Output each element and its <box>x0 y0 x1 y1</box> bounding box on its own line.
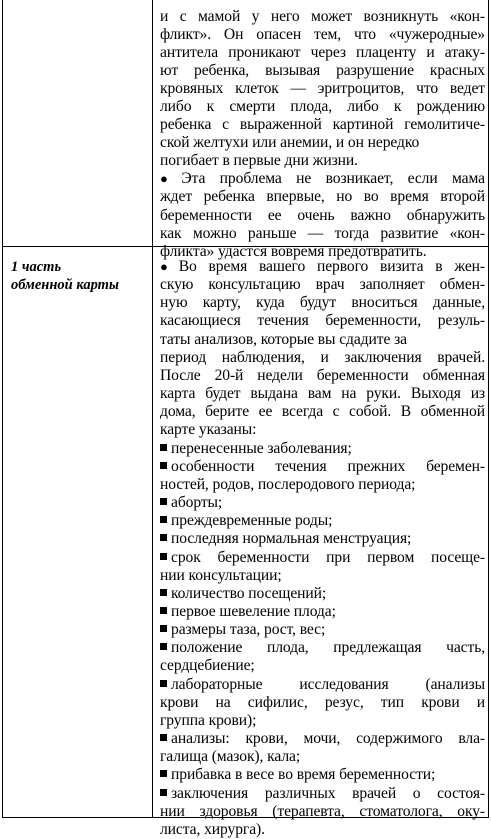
line-text: галища (мазок), кала; <box>160 748 301 766</box>
row-label-line-1: 1 часть <box>11 259 62 275</box>
line-text: ют ребенка, вызывая разрушение красных <box>160 62 485 80</box>
bullet-square-icon <box>160 462 167 469</box>
line-text: кровяных клеток — эритроцитов, что ведет <box>160 80 485 98</box>
line-text: касающиеся течения беременности, резуль- <box>160 312 485 330</box>
bullet-dot-icon: ● <box>160 259 176 274</box>
line-text: листа, хирурга). <box>160 820 265 838</box>
line-text: преждевременные роды; <box>171 512 333 530</box>
bullet-square-icon <box>160 680 167 687</box>
bullet-square-icon <box>160 607 167 614</box>
line-text: лабораторные исследования (анализы <box>171 675 485 693</box>
line-text: либо к смерти плода, либо к рождению <box>160 98 485 116</box>
bullet-square-icon <box>160 789 167 796</box>
line-text: карте указаны: <box>160 421 257 439</box>
bullet-square-icon <box>160 516 167 523</box>
line-text: крови на сифилис, резус, тип крови и <box>160 693 485 711</box>
line-text: фликта» удастся вовремя предотвратить. <box>160 242 427 260</box>
line-text: сердцебиение; <box>160 657 255 675</box>
paragraph-line <box>160 421 485 439</box>
paragraph-line <box>160 134 485 152</box>
list-item-line <box>160 549 485 567</box>
paragraph-line <box>160 44 485 62</box>
bullet-square-icon <box>160 643 167 650</box>
paragraph-line <box>160 294 485 312</box>
list-item-line <box>160 494 485 512</box>
line-text: нии здоровья (терапевта, стоматолога, оку- <box>160 802 485 820</box>
list-item-line <box>160 657 485 675</box>
paragraph-line <box>160 276 485 294</box>
line-text: период наблюдения, и заключения врачей. <box>160 348 485 366</box>
bullet-square-icon <box>160 770 167 777</box>
line-text: как можно раньше — тогда развитие «кон- <box>160 224 485 242</box>
paragraph-line <box>160 349 485 367</box>
line-text: погибает в первые дни жизни. <box>160 152 358 170</box>
line-text: Во время вашего первого визита в жен- <box>178 258 485 275</box>
row2-text-cell <box>160 258 485 839</box>
paragraph-line <box>160 331 485 349</box>
paragraph-line <box>160 188 485 206</box>
list-item-line <box>160 730 485 748</box>
paragraph-line <box>160 152 485 170</box>
paragraph-line <box>160 207 485 225</box>
list-item-line <box>160 585 485 603</box>
paragraph-line <box>160 170 485 188</box>
line-text: дома, берите ее всегда с собой. В обменной <box>160 403 485 421</box>
list-item-line <box>160 694 485 712</box>
column-divider <box>152 0 153 818</box>
row1-text-cell <box>160 8 485 261</box>
bullet-square-icon <box>160 444 167 451</box>
list-item-line <box>160 440 485 458</box>
bullet-square-icon <box>160 625 167 632</box>
line-text: таты анализов, которые вы сдадите за <box>160 330 407 348</box>
paragraph-line <box>160 403 485 421</box>
list-item-line <box>160 803 485 821</box>
list-item-line <box>160 821 485 839</box>
paragraph-line <box>160 225 485 243</box>
paragraph-line <box>160 385 485 403</box>
line-text: ную карту, куда будут вноситься данные, <box>160 294 485 312</box>
bullet-square-icon <box>160 498 167 505</box>
line-text: фликт». Он опасен тем, что «чужеродные» <box>160 26 485 44</box>
line-text: заключения различных врачей о состоя- <box>171 784 485 802</box>
line-text: После 20-й недели беременности обменная <box>160 366 485 384</box>
row-label <box>11 258 147 294</box>
line-text: количество посещений; <box>171 584 327 602</box>
list-item-line <box>160 748 485 766</box>
line-text: карта будет выдана вам на руки. Выходя из <box>160 385 485 403</box>
list-item-line <box>160 530 485 548</box>
bullet-dot-icon: ● <box>160 171 179 187</box>
list-item-line <box>160 639 485 657</box>
paragraph-line <box>160 258 485 276</box>
line-text: положение плода, предлежащая часть, <box>171 639 485 657</box>
line-text: анализы: крови, мочи, содержимого вла- <box>171 730 485 748</box>
line-text: антитела проникают через плаценту и атаку- <box>160 44 485 62</box>
bullet-square-icon <box>160 734 167 741</box>
paragraph-line <box>160 367 485 385</box>
paragraph-line <box>160 80 485 98</box>
line-text: беременности ее очень важно обнаружить <box>160 206 485 224</box>
list-item-line <box>160 712 485 730</box>
line-text: размеры таза, рост, вес; <box>171 621 326 639</box>
line-text: Эта проблема не возникает, если мама <box>181 170 485 188</box>
row-label-line-2: обменной карты <box>11 277 119 293</box>
bullet-square-icon <box>160 553 167 560</box>
line-text: последняя нормальная менструация; <box>171 530 412 548</box>
line-text: прибавка в весе во время беременности; <box>171 766 436 784</box>
paragraph-line <box>160 98 485 116</box>
list-item-line <box>160 458 485 476</box>
line-text: ностей, родов, послеродового периода; <box>160 475 416 493</box>
paragraph-line <box>160 312 485 330</box>
list-item-line <box>160 785 485 803</box>
paragraph-line <box>160 8 485 26</box>
line-text: ждет ребенка впервые, но во время второй <box>160 188 485 206</box>
list-item-line <box>160 567 485 585</box>
paragraph-line <box>160 62 485 80</box>
line-text: ребенка с выраженной картиной гемолитиче- <box>160 116 485 134</box>
list-item-line <box>160 603 485 621</box>
list-item-line <box>160 766 485 784</box>
paragraph-line <box>160 26 485 44</box>
line-text: ской желтухи или анемии, и он нередко <box>160 134 420 152</box>
line-text: перенесенные заболевания; <box>171 439 352 457</box>
line-text: нии консультации; <box>160 566 282 584</box>
line-text: срок беременности при первом посеще- <box>171 548 485 566</box>
document-table <box>2 0 489 838</box>
bullet-square-icon <box>160 534 167 541</box>
list-item-line <box>160 621 485 639</box>
line-text: и с мамой у него может возникнуть «кон- <box>160 8 485 25</box>
bullet-square-icon <box>160 589 167 596</box>
line-text: аборты; <box>171 494 223 512</box>
paragraph-line <box>160 116 485 134</box>
list-item-line <box>160 476 485 494</box>
line-text: особенности течения прежних беремен- <box>171 457 485 475</box>
line-text: первое шевеление плода; <box>171 602 336 620</box>
list-item-line <box>160 676 485 694</box>
list-item-line <box>160 512 485 530</box>
line-text: группа крови); <box>160 711 257 729</box>
line-text: скую консультацию врач заполняет обмен- <box>160 276 485 294</box>
